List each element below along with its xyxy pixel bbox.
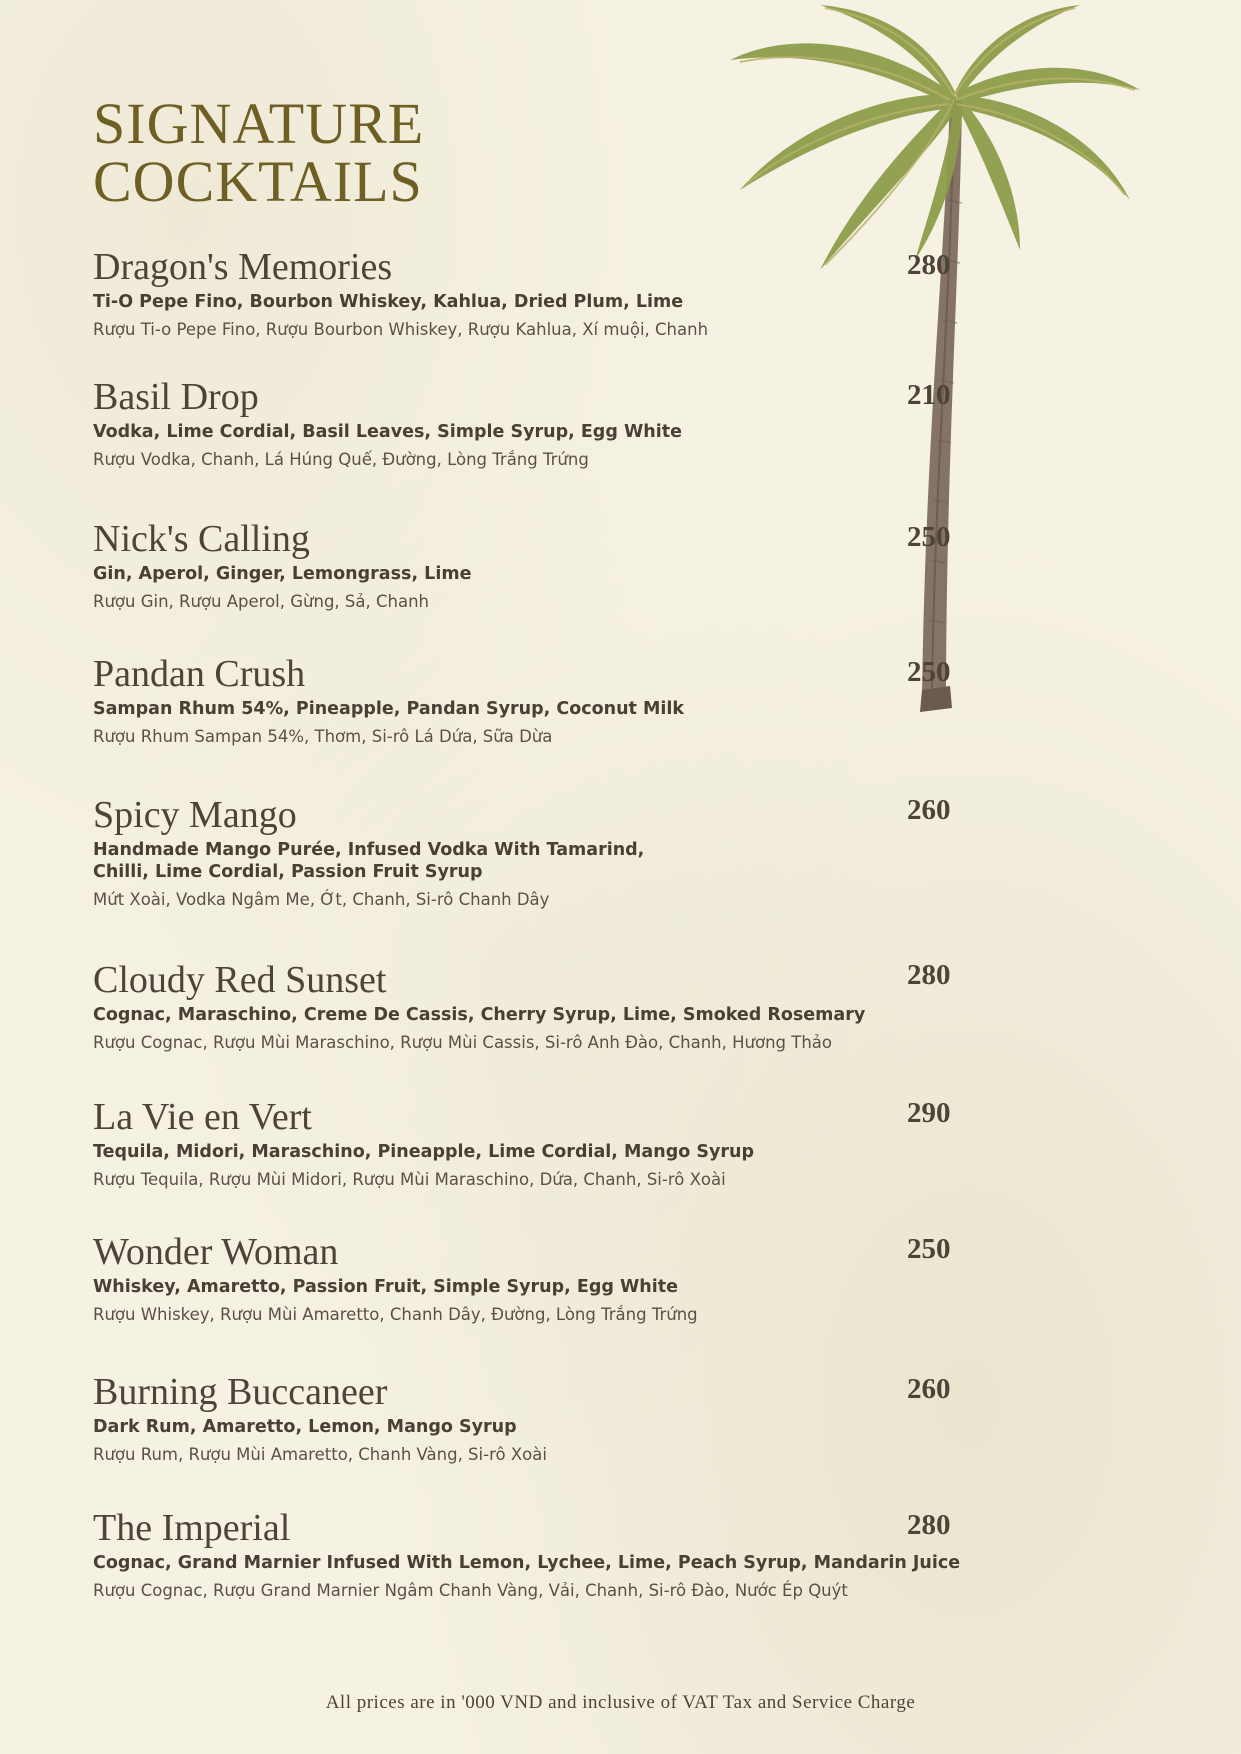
ingredients-vn: Mứt Xoài, Vodka Ngâm Me, Ớt, Chanh, Si-rô Chanh Dây bbox=[93, 890, 550, 909]
cocktail-price: 280 bbox=[907, 959, 951, 991]
cocktail-price: 250 bbox=[907, 656, 951, 688]
ingredients-vn: Rượu Ti-o Pepe Fino, Rượu Bourbon Whiskey, Rượu Kahlua, Xí muội, Chanh bbox=[93, 320, 709, 339]
cocktail-name: Cloudy Red Sunset bbox=[93, 959, 387, 1001]
ingredients-en: Gin, Aperol, Ginger, Lemongrass, Lime bbox=[93, 564, 472, 584]
ingredients-vn: Rượu Cognac, Rượu Grand Marnier Ngâm Chanh Vàng, Vải, Chanh, Si-rô Đào, Nước Ép Quýt bbox=[93, 1581, 848, 1600]
cocktail-name: Pandan Crush bbox=[93, 653, 306, 695]
ingredients-en: Cognac, Grand Marnier Infused With Lemon, Lychee, Lime, Peach Syrup, Mandarin Juice bbox=[93, 1553, 961, 1573]
cocktail-name: Basil Drop bbox=[93, 376, 259, 418]
ingredients-en: Tequila, Midori, Maraschino, Pineapple, Lime Cordial, Mango Syrup bbox=[93, 1142, 754, 1162]
cocktail-name: La Vie en Vert bbox=[93, 1096, 312, 1138]
ingredients-en: Whiskey, Amaretto, Passion Fruit, Simple Syrup, Egg White bbox=[93, 1277, 678, 1297]
page-title bbox=[93, 91, 425, 214]
ingredients-vn: Rượu Tequila, Rượu Mùi Midori, Rượu Mùi Maraschino, Dứa, Chanh, Si-rô Xoài bbox=[93, 1170, 726, 1189]
ingredients-vn: Rượu Rhum Sampan 54%, Thơm, Si-rô Lá Dứa, Sữa Dừa bbox=[93, 727, 553, 746]
ingredients-vn: Rượu Gin, Rượu Aperol, Gừng, Sả, Chanh bbox=[93, 592, 430, 611]
ingredients-en: Dark Rum, Amaretto, Lemon, Mango Syrup bbox=[93, 1417, 517, 1437]
ingredients-vn: Rượu Whiskey, Rượu Mùi Amaretto, Chanh Dây, Đường, Lòng Trắng Trứng bbox=[93, 1305, 698, 1324]
cocktail-name: Nick's Calling bbox=[93, 518, 310, 560]
cocktail-price: 250 bbox=[907, 1233, 951, 1265]
ingredients-en: Handmade Mango Purée, Infused Vodka With Tamarind, Chilli, Lime Cordial, Passion Fruit Syrup bbox=[93, 840, 645, 882]
cocktail-name: Wonder Woman bbox=[93, 1231, 339, 1273]
title-line-2: COCKTAILS bbox=[93, 149, 423, 214]
ingredients-vn: Rượu Vodka, Chanh, Lá Húng Quế, Đường, Lòng Trắng Trứng bbox=[93, 450, 589, 469]
cocktail-price: 280 bbox=[907, 1509, 951, 1541]
cocktail-name: Spicy Mango bbox=[93, 794, 297, 836]
cocktail-price: 210 bbox=[907, 379, 951, 411]
cocktail-name: Burning Buccaneer bbox=[93, 1371, 388, 1413]
cocktail-price: 250 bbox=[907, 521, 951, 553]
ingredients-en: Sampan Rhum 54%, Pineapple, Pandan Syrup, Coconut Milk bbox=[93, 699, 685, 719]
cocktail-price: 290 bbox=[907, 1097, 951, 1129]
cocktail-name: Dragon's Memories bbox=[93, 246, 393, 288]
ingredients-en: Ti-O Pepe Fino, Bourbon Whiskey, Kahlua, Dried Plum, Lime bbox=[93, 292, 684, 312]
cocktail-price: 260 bbox=[907, 794, 951, 826]
title-line-1: SIGNATURE bbox=[93, 91, 425, 156]
ingredients-vn: Rượu Rum, Rượu Mùi Amaretto, Chanh Vàng, Si-rô Xoài bbox=[93, 1445, 547, 1464]
cocktail-price: 280 bbox=[907, 249, 951, 281]
ingredients-en: Vodka, Lime Cordial, Basil Leaves, Simple Syrup, Egg White bbox=[93, 422, 682, 442]
price-footnote: All prices are in '000 VND and inclusive of VAT Tax and Service Charge bbox=[325, 1692, 916, 1713]
ingredients-vn: Rượu Cognac, Rượu Mùi Maraschino, Rượu Mùi Cassis, Si-rô Anh Đào, Chanh, Hương Thảo bbox=[93, 1033, 832, 1052]
cocktail-price: 260 bbox=[907, 1373, 951, 1405]
ingredients-en: Cognac, Maraschino, Creme De Cassis, Cherry Syrup, Lime, Smoked Rosemary bbox=[93, 1005, 866, 1025]
cocktail-name: The Imperial bbox=[93, 1507, 291, 1549]
